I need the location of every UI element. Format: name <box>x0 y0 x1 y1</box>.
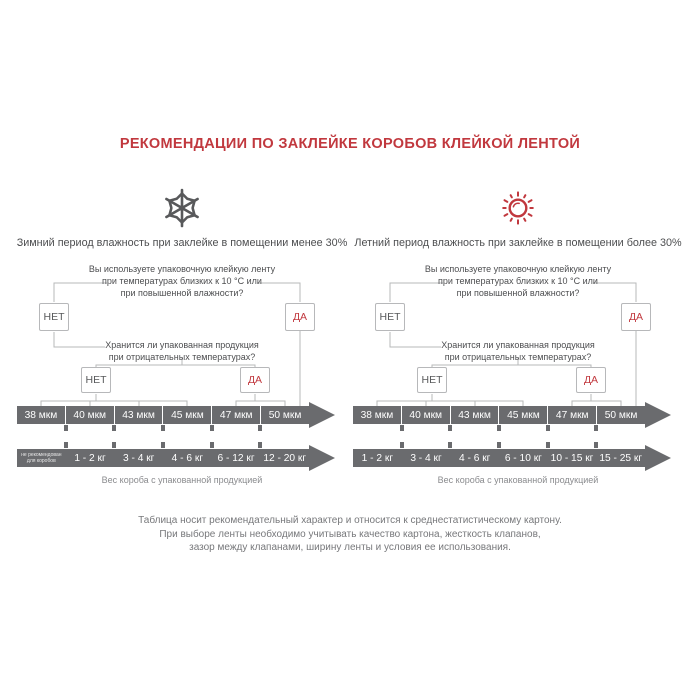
winter-section <box>12 185 352 491</box>
winter-thickness-arrow: 38 мкм 40 мкм 43 мкм 45 мкм 47 мкм 50 мкм <box>17 406 309 424</box>
snowflake-icon <box>12 185 352 231</box>
winter-question-1: Вы используете упаковочную клейкую ленту при температурах близких к 10 °С или при повышенной влажности? <box>88 264 276 298</box>
summer-flowchart <box>353 259 683 491</box>
summer-section <box>348 185 688 491</box>
winter-question-2: Хранится ли упакованная продукция при отрицательных температурах? <box>105 340 259 362</box>
page-title: РЕКОМЕНДАЦИИ ПО ЗАКЛЕЙКЕ КОРОБОВ КЛЕЙКОЙ ЛЕНТОЙ <box>119 136 581 152</box>
summer-thickness-arrow: 38 мкм 40 мкм 43 мкм 45 мкм 47 мкм 50 мкм <box>353 406 645 424</box>
not-recommended-cell: не рекомендован для коробов <box>21 452 62 464</box>
summer-q1-yes-node: ДА <box>621 303 651 331</box>
winter-weight-caption: Вес короба с упакованной продукцией <box>101 475 263 485</box>
winter-q2-no-node: НЕТ <box>81 367 111 393</box>
summer-q2-no-node: НЕТ <box>417 367 447 393</box>
summer-q1-no-node: НЕТ <box>375 303 405 331</box>
summer-weight-arrow: 1 - 2 кг 3 - 4 кг 4 - 6 кг 6 - 10 кг 10 - 15 кг 15 - 25 кг <box>353 449 645 467</box>
sun-icon <box>348 185 688 231</box>
winter-q2-yes-node: ДА <box>240 367 270 393</box>
summer-question-2: Хранится ли упакованная продукция при отрицательных температурах? <box>441 340 595 362</box>
winter-subtitle: Зимний период влажность при заклейке в помещении менее 30% <box>16 237 348 249</box>
footer-note: Таблица носит рекомендательный характер и относится к среднестатистическому картону. При выборе ленты необходимо учитывать качество картона, жесткость клапанов, зазор между клапанами, ширину ленты и условия ее использования. <box>138 515 562 553</box>
summer-q2-yes-node: ДА <box>576 367 606 393</box>
summer-question-1: Вы используете упаковочную клейкую ленту при температурах близких к 10 °С или при повышенной влажности? <box>424 264 612 298</box>
winter-weight-arrow: не рекомендован для коробов 1 - 2 кг 3 - 4 кг 4 - 6 кг 6 - 12 кг 12 - 20 кг <box>17 449 309 467</box>
winter-q1-yes-node: ДА <box>285 303 315 331</box>
summer-weight-caption: Вес короба с упакованной продукцией <box>437 475 599 485</box>
summer-subtitle: Летний период влажность при заклейке в помещении более 30% <box>354 237 682 249</box>
winter-flowchart <box>17 259 347 491</box>
winter-q1-no-node: НЕТ <box>39 303 69 331</box>
